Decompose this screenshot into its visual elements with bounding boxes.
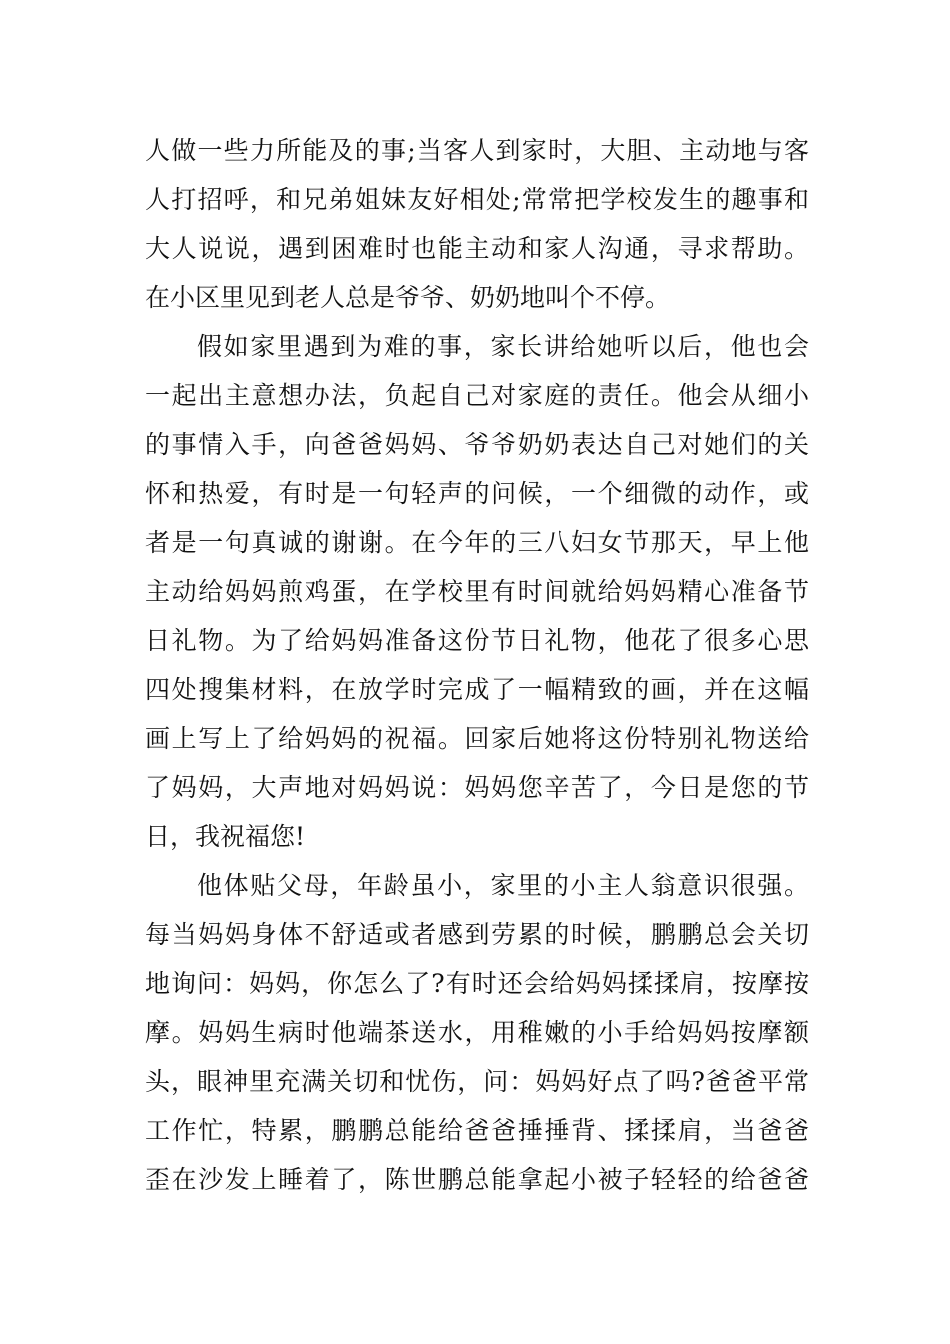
paragraph-2 [145, 322, 809, 861]
text-line: 假如家里遇到为难的事，家长讲给她听以后，他也会 [197, 332, 809, 361]
text-line: 在小区里见到老人总是爷爷、奶奶地叫个不停。 [145, 283, 671, 312]
text-line: 主动给妈妈煎鸡蛋，在学校里有时间就给妈妈精心准备节 [145, 577, 809, 606]
text-line: 歪在沙发上睡着了，陈世鹏总能拿起小被子轻轻的给爸爸 [145, 1165, 809, 1194]
paragraph-1 [145, 126, 809, 322]
text-line: 工作忙，特累，鹏鹏总能给爸爸捶捶背、揉揉肩，当爸爸 [145, 1116, 809, 1145]
text-line: 头，眼神里充满关切和忧伤，问：妈妈好点了吗?爸爸平常 [145, 1067, 809, 1096]
text-line: 日，我祝福您! [145, 822, 306, 851]
text-line: 画上写上了给妈妈的祝福。回家后她将这份特别礼物送给 [145, 724, 809, 753]
paragraph-3 [145, 861, 809, 1204]
text-line: 摩。妈妈生病时他端茶送水，用稚嫩的小手给妈妈按摩额 [145, 1018, 809, 1047]
text-line: 地询问：妈妈，你怎么了?有时还会给妈妈揉揉肩，按摩按 [145, 969, 809, 998]
text-line: 每当妈妈身体不舒适或者感到劳累的时候，鹏鹏总会关切 [145, 920, 809, 949]
text-line: 他体贴父母，年龄虽小，家里的小主人翁意识很强。 [197, 871, 809, 900]
text-line: 人做一些力所能及的事;当客人到家时，大胆、主动地与客 [145, 136, 809, 165]
text-line: 的事情入手，向爸爸妈妈、爷爷奶奶表达自己对她们的关 [145, 430, 809, 459]
text-line: 大人说说，遇到困难时也能主动和家人沟通，寻求帮助。 [145, 234, 809, 263]
text-line: 一起出主意想办法，负起自己对家庭的责任。他会从细小 [145, 381, 809, 410]
text-line: 者是一句真诚的谢谢。在今年的三八妇女节那天，早上他 [145, 528, 809, 557]
text-line: 了妈妈，大声地对妈妈说：妈妈您辛苦了，今日是您的节 [145, 773, 809, 802]
text-line: 怀和热爱，有时是一句轻声的问候，一个细微的动作，或 [145, 479, 809, 508]
document-body [145, 126, 809, 1204]
text-line: 人打招呼，和兄弟姐妹友好相处;常常把学校发生的趣事和 [145, 185, 809, 214]
text-line: 四处搜集材料，在放学时完成了一幅精致的画，并在这幅 [145, 675, 809, 704]
text-line: 日礼物。为了给妈妈准备这份节日礼物，他花了很多心思 [145, 626, 809, 655]
